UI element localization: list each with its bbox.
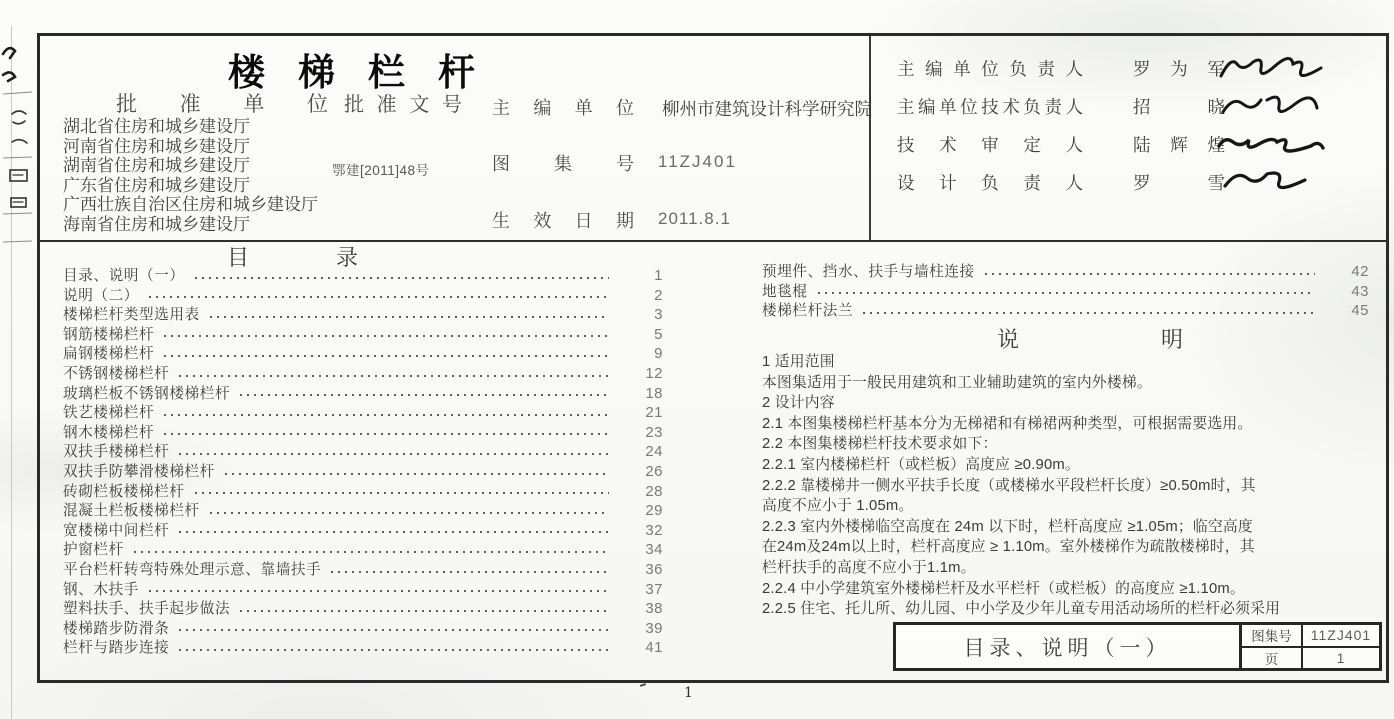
toc-item-page: 38 bbox=[645, 600, 663, 618]
toc-item-label: 钢木楼梯栏杆 bbox=[63, 424, 155, 441]
approval-unit-list bbox=[63, 117, 318, 235]
toc-item-label: 地毯棍 bbox=[762, 283, 808, 300]
toc-leader-dots bbox=[985, 273, 1315, 275]
atlas-number-label: 图集号 bbox=[492, 154, 634, 174]
toc-item-label: 铁艺楼梯栏杆 bbox=[63, 405, 155, 422]
toc-item-page: 34 bbox=[645, 541, 663, 559]
toc-item-page: 12 bbox=[645, 364, 663, 382]
toc-item bbox=[63, 538, 663, 558]
toc-leader-dots bbox=[134, 551, 609, 553]
toc-leader-dots bbox=[240, 610, 609, 612]
toc-item bbox=[63, 303, 663, 323]
toc-leader-dots bbox=[179, 531, 609, 533]
toc-leader-dots bbox=[164, 433, 609, 435]
toc-heading: 目录 bbox=[227, 245, 358, 270]
title-block-grid bbox=[1239, 625, 1379, 668]
signatory-role: 主编单位技术负责人 bbox=[897, 97, 1083, 117]
notes-line: 高度不应小于 1.05m。 bbox=[762, 498, 914, 515]
toc-item-label: 不锈钢楼梯栏杆 bbox=[63, 365, 170, 382]
titleblock-atlas-label: 图集号 bbox=[1242, 625, 1303, 646]
approval-unit-item: 海南省住房和城乡建设厅 bbox=[63, 214, 250, 234]
toc-item bbox=[63, 421, 663, 441]
toc-item-page: 2 bbox=[654, 286, 663, 304]
toc-leader-dots bbox=[164, 414, 609, 416]
toc-item-page: 42 bbox=[1351, 263, 1369, 280]
toc-item bbox=[762, 260, 1369, 280]
signatory-row bbox=[897, 56, 1377, 88]
toc-item-page: 18 bbox=[645, 384, 663, 402]
notes-line: 2.1 本图集楼梯栏杆基本分为无梯裙和有梯裙两种类型，可根据需要选用。 bbox=[762, 415, 1253, 432]
toc-item-label: 塑料扶手、扶手起步做法 bbox=[63, 601, 231, 618]
toc-item bbox=[63, 460, 663, 480]
toc-leader-dots bbox=[195, 492, 609, 494]
toc-leader-dots bbox=[164, 335, 609, 337]
signatory-row bbox=[897, 132, 1377, 164]
toc-item-label: 宽楼梯中间栏杆 bbox=[63, 522, 170, 539]
toc-item bbox=[762, 280, 1369, 300]
notes-line: 2 设计内容 bbox=[762, 395, 835, 412]
approval-unit-item: 湖南省住房和城乡建设厅 bbox=[63, 156, 250, 176]
signature-scribble-icon bbox=[1215, 166, 1335, 200]
toc-item-page: 45 bbox=[1351, 302, 1369, 320]
toc-item-page: 3 bbox=[654, 306, 663, 324]
toc-leader-dots bbox=[240, 394, 609, 396]
approval-unit-item: 广西壮族自治区住房和城乡建设厅 bbox=[63, 195, 318, 215]
toc-item-page: 23 bbox=[645, 423, 663, 441]
toc-item bbox=[63, 382, 663, 402]
signatory-name: 罗为军 bbox=[1133, 59, 1225, 79]
toc-item-label: 楼梯栏杆法兰 bbox=[762, 303, 854, 320]
signatory-role: 设计负责人 bbox=[897, 173, 1083, 193]
toc-item-page: 26 bbox=[645, 462, 663, 480]
signatory-role: 技术审定人 bbox=[897, 135, 1083, 155]
toc-item-page: 39 bbox=[645, 619, 663, 637]
toc-item bbox=[63, 362, 663, 382]
signature-scribble-icon bbox=[1215, 90, 1335, 124]
toc-item-label: 钢筋楼梯栏杆 bbox=[63, 326, 155, 343]
toc-leader-dots bbox=[863, 312, 1315, 314]
toc-leader-dots bbox=[210, 512, 609, 514]
toc-item-label: 楼梯踏步防滑条 bbox=[63, 620, 170, 637]
toc-leader-dots bbox=[331, 571, 609, 573]
signature-scribble-icon bbox=[1215, 128, 1335, 162]
toc-item-label: 双扶手防攀滑楼梯栏杆 bbox=[63, 463, 215, 480]
toc-item bbox=[63, 636, 663, 656]
toc-item-label: 目录、说明（一） bbox=[63, 268, 185, 284]
toc-left-column bbox=[63, 264, 663, 656]
toc-item bbox=[63, 480, 663, 500]
toc-item-label: 预埋件、挡水、扶手与墙柱连接 bbox=[762, 264, 975, 280]
notes-line: 在24m及24m以上时，栏杆高度应 ≥ 1.10m。室外楼梯作为疏散楼梯时，其 bbox=[762, 539, 1255, 556]
toc-item-label: 砖砌栏板楼梯栏杆 bbox=[63, 483, 185, 500]
notes-line: 2.2.2 靠楼梯井一侧水平扶手长度（或楼梯水平段栏杆长度）≥0.50m时，其 bbox=[762, 477, 1256, 494]
toc-item-label: 玻璃栏板不锈钢楼梯栏杆 bbox=[63, 385, 231, 402]
notes-line: 1 适用范围 bbox=[762, 354, 835, 370]
toc-item-label: 混凝土栏板楼梯栏杆 bbox=[63, 503, 200, 520]
toc-item bbox=[63, 440, 663, 460]
toc-leader-dots bbox=[179, 649, 609, 651]
toc-item bbox=[762, 299, 1369, 319]
effective-date-value: 2011.8.1 bbox=[658, 209, 731, 228]
approval-doc-number: 鄂建[2011]48号 bbox=[332, 163, 430, 178]
approval-unit-item: 湖北省住房和城乡建设厅 bbox=[63, 117, 250, 136]
toc-item-page: 1 bbox=[654, 267, 663, 284]
toc-item bbox=[63, 342, 663, 362]
toc-item-page: 5 bbox=[654, 325, 663, 343]
atlas-number-value: 11ZJ401 bbox=[658, 152, 737, 171]
toc-item-page: 21 bbox=[645, 404, 663, 422]
notes-line: 2.2.3 室内外楼梯临空高度在 24m 以下时，栏杆高度应 ≥1.05m；临空高度 bbox=[762, 518, 1253, 535]
toc-item bbox=[63, 284, 663, 304]
toc-item-page: 37 bbox=[645, 580, 663, 598]
scan-speck bbox=[640, 683, 646, 687]
toc-item-page: 43 bbox=[1351, 282, 1369, 300]
title-block-row bbox=[1242, 646, 1379, 669]
notes-line: 2.2 本图集楼梯栏杆技术要求如下： bbox=[762, 436, 998, 453]
toc-item-label: 说明（二） bbox=[63, 287, 139, 304]
notes-line: 栏杆扶手的高度不应小于1.1m。 bbox=[762, 559, 976, 576]
toc-item-label: 平台栏杆转弯特殊处理示意、靠墙扶手 bbox=[63, 561, 322, 578]
chief-editor-value: 柳州市建筑设计科学研究院 bbox=[662, 99, 872, 119]
approval-unit-item: 河南省住房和城乡建设厅 bbox=[63, 136, 250, 156]
toc-item-page: 28 bbox=[645, 482, 663, 500]
toc-item-page: 36 bbox=[645, 560, 663, 578]
signatory-role: 主编单位负责人 bbox=[897, 59, 1083, 79]
notes-heading: 说明 bbox=[997, 327, 1183, 352]
toc-item-page: 29 bbox=[645, 502, 663, 520]
approval-doc-label: 批准文号 bbox=[344, 94, 462, 116]
titleblock-atlas-value: 11ZJ401 bbox=[1310, 627, 1372, 644]
toc-item bbox=[63, 578, 663, 598]
toc-item-page: 32 bbox=[645, 521, 663, 539]
effective-date-label: 生效日期 bbox=[492, 211, 634, 231]
toc-leader-dots bbox=[179, 453, 609, 455]
signatory-row bbox=[897, 170, 1377, 202]
toc-item-page: 41 bbox=[645, 639, 663, 657]
approval-unit-label: 批准单位 bbox=[116, 93, 328, 116]
title-block bbox=[893, 622, 1382, 671]
document-title: 楼梯栏杆 bbox=[228, 52, 508, 93]
notes-line: 2.2.4 中小学建筑室外楼梯栏杆及水平栏杆（或栏板）的高度应 ≥1.10m。 bbox=[762, 580, 1245, 597]
toc-leader-dots bbox=[179, 375, 609, 377]
toc-item bbox=[63, 617, 663, 637]
toc-item-label: 护窗栏杆 bbox=[63, 542, 124, 559]
toc-leader-dots bbox=[164, 355, 609, 357]
toc-leader-dots bbox=[818, 292, 1315, 294]
toc-item-page: 24 bbox=[645, 443, 663, 461]
toc-item-page: 9 bbox=[654, 345, 663, 363]
titleblock-page-value: 1 bbox=[1336, 649, 1346, 666]
toc-item bbox=[63, 401, 663, 421]
toc-leader-dots bbox=[210, 316, 609, 318]
sheet-title: 目录、说明（一） bbox=[963, 636, 1172, 660]
toc-leader-dots bbox=[149, 296, 609, 298]
notes-body bbox=[762, 352, 1390, 620]
signatory-name: 招晓 bbox=[1133, 97, 1225, 117]
header-vertical-divider bbox=[869, 36, 871, 240]
toc-item-label: 钢、木扶手 bbox=[63, 581, 139, 598]
title-block-row bbox=[1242, 625, 1379, 646]
toc-item-label: 扁钢楼梯栏杆 bbox=[63, 346, 155, 363]
toc-item-label: 栏杆与踏步连接 bbox=[63, 640, 170, 657]
toc-leader-dots bbox=[149, 590, 609, 592]
signatory-name: 罗雪 bbox=[1133, 173, 1225, 193]
notes-line: 本图集适用于一般民用建筑和工业辅助建筑的室内外楼梯。 bbox=[762, 374, 1152, 391]
toc-item bbox=[63, 499, 663, 519]
toc-item-label: 双扶手楼梯栏杆 bbox=[63, 444, 170, 461]
signature-scribble-icon bbox=[1215, 52, 1335, 86]
toc-item bbox=[63, 519, 663, 539]
toc-right-column bbox=[762, 260, 1369, 319]
approval-unit-item: 广东省住房和城乡建设厅 bbox=[63, 175, 250, 195]
signatory-name: 陆辉煌 bbox=[1133, 135, 1225, 155]
notes-line: 2.2.5 住宅、托儿所、幼儿园、中小学及少年儿童专用活动场所的栏杆必须采用 bbox=[762, 601, 1281, 618]
chief-editor-label: 主编单位 bbox=[492, 98, 634, 118]
binding-edge-marks bbox=[0, 28, 34, 250]
toc-item-label: 楼梯栏杆类型选用表 bbox=[63, 307, 200, 324]
toc-leader-dots bbox=[225, 473, 609, 475]
toc-item bbox=[63, 323, 663, 343]
footer-page-number: 1 bbox=[684, 685, 693, 701]
toc-leader-dots bbox=[179, 629, 609, 631]
toc-item bbox=[63, 597, 663, 617]
titleblock-page-label: 页 bbox=[1242, 648, 1303, 669]
toc-item bbox=[63, 264, 663, 284]
notes-line: 2.2.1 室内楼梯栏杆（或栏板）高度应 ≥0.90m。 bbox=[762, 456, 1080, 473]
toc-item bbox=[63, 558, 663, 578]
toc-leader-dots bbox=[195, 277, 609, 279]
signatory-row bbox=[897, 94, 1377, 126]
